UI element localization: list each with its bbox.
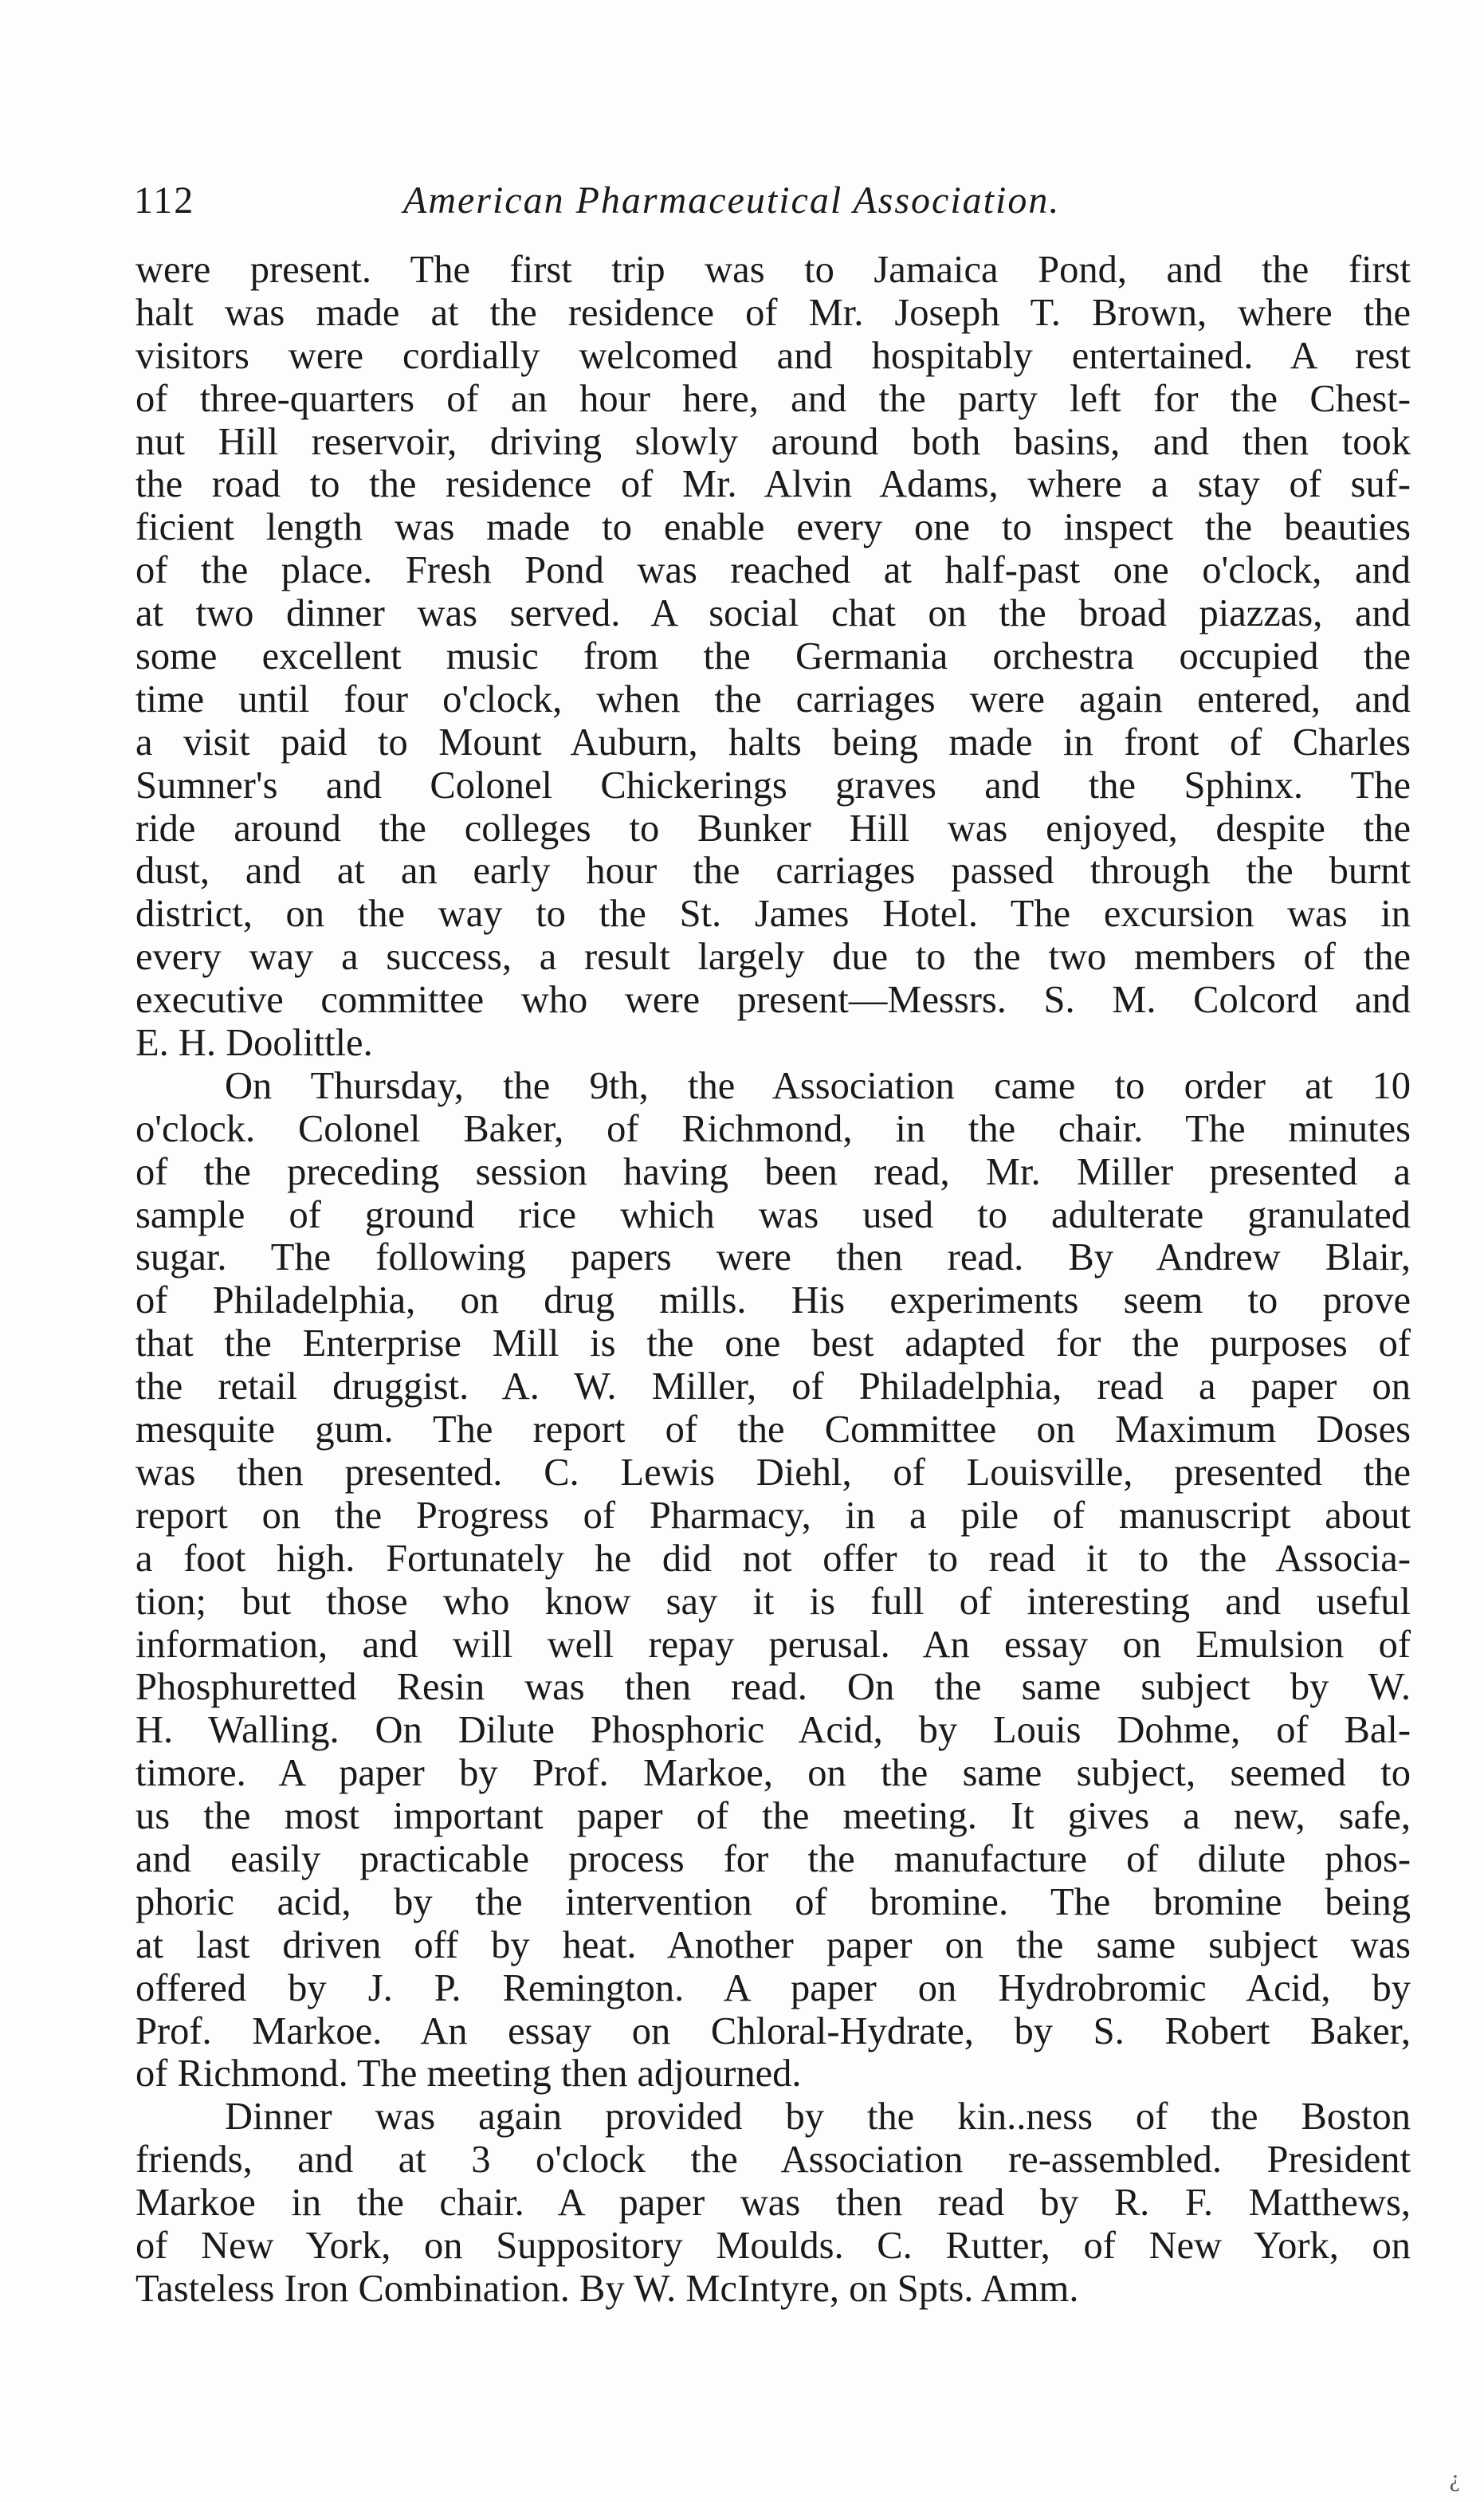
text-line: time until four o'clock, when the carriages were again entered, and xyxy=(135,678,1411,721)
text-line: and easily practicable process for the manufacture of dilute phos- xyxy=(135,1837,1411,1880)
text-line: Tasteless Iron Combination. By W. McIntyre, on Spts. Amm. xyxy=(135,2267,1079,2310)
text-line: us the most important paper of the meeting. It gives a new, safe, xyxy=(135,1795,1411,1838)
text-line: H. Walling. On Dilute Phosphoric Acid, by Louis Dohme, of Bal- xyxy=(135,1709,1411,1752)
text-line: of Philadelphia, on drug mills. His experiments seem to prove xyxy=(135,1279,1411,1322)
text-line: Phosphuretted Resin was then read. On the same subject by W. xyxy=(135,1666,1411,1709)
text-line: offered by J. P. Remington. A paper on Hydrobromic Acid, by xyxy=(135,1966,1411,2009)
text-line: a foot high. Fortunately he did not offer to read it to the Associa- xyxy=(135,1537,1411,1580)
text-line: sugar. The following papers were then read. By Andrew Blair, xyxy=(135,1236,1411,1279)
page-corner-mark: ¿ xyxy=(1449,2465,1460,2492)
text-line: that the Enterprise Mill is the one best adapted for the purposes of xyxy=(135,1322,1411,1365)
text-line: some excellent music from the Germania orchestra occupied the xyxy=(135,635,1411,678)
text-line: phoric acid, by the intervention of bromine. The bromine being xyxy=(135,1880,1411,1923)
text-line: Prof. Markoe. An essay on Chloral-Hydrate, by S. Robert Baker, xyxy=(135,2009,1411,2052)
text-line: district, on the way to the St. James Hotel. The excursion was in xyxy=(135,893,1411,936)
text-line: were present. The first trip was to Jamaica Pond, and the first xyxy=(135,249,1411,291)
text-line: at last driven off by heat. Another paper on the same subject was xyxy=(135,1923,1411,1966)
text-line: the road to the residence of Mr. Alvin Adams, where a stay of suf- xyxy=(135,463,1411,506)
text-line: ficient length was made to enable every one to inspect the beauties xyxy=(135,506,1411,549)
text-line: of the preceding session having been read, Mr. Miller presented a xyxy=(135,1150,1411,1193)
text-line: Markoe in the chair. A paper was then read by R. F. Matthews, xyxy=(135,2182,1411,2225)
text-line: dust, and at an early hour the carriages passed through the burnt xyxy=(135,850,1411,893)
running-head: American Pharmaceutical Association. xyxy=(403,179,1061,222)
text-line: sample of ground rice which was used to adulterate granulated xyxy=(135,1193,1411,1236)
text-line: of Richmond. The meeting then adjourned. xyxy=(135,2052,802,2095)
paragraph xyxy=(135,2095,1411,2310)
text-line: Dinner was again provided by the kin..ness of the Boston xyxy=(225,2095,1411,2139)
text-line: timore. A paper by Prof. Markoe, on the same subject, seemed to xyxy=(135,1752,1411,1795)
text-line: of the place. Fresh Pond was reached at half-past one o'clock, and xyxy=(135,549,1411,592)
text-line: halt was made at the residence of Mr. Joseph T. Brown, where the xyxy=(135,291,1411,334)
text-line: of New York, on Suppository Moulds. C. Rutter, of New York, on xyxy=(135,2224,1411,2267)
page-number: 112 xyxy=(134,179,195,222)
text-line: a visit paid to Mount Auburn, halts being made in front of Charles xyxy=(135,721,1411,764)
text-line: On Thursday, the 9th, the Association came to order at 10 xyxy=(225,1064,1411,1107)
text-line: nut Hill reservoir, driving slowly around both basins, and then took xyxy=(135,420,1411,463)
text-line: mesquite gum. The report of the Committee on Maximum Doses xyxy=(135,1408,1411,1451)
text-line: ride around the colleges to Bunker Hill was enjoyed, despite the xyxy=(135,807,1411,850)
text-line: report on the Progress of Pharmacy, in a pile of manuscript about xyxy=(135,1494,1411,1537)
text-line: o'clock. Colonel Baker, of Richmond, in the chair. The minutes xyxy=(135,1107,1411,1150)
text-line: tion; but those who know say it is full of interesting and useful xyxy=(135,1580,1411,1623)
text-line: executive committee who were present—Messrs. S. M. Colcord and xyxy=(135,979,1411,1022)
text-line: every way a success, a result largely due to the two members of the xyxy=(135,936,1411,979)
text-line: of three-quarters of an hour here, and the party left for the Chest- xyxy=(135,377,1411,420)
text-line: visitors were cordially welcomed and hospitably entertained. A rest xyxy=(135,334,1411,377)
text-line: the retail druggist. A. W. Miller, of Philadelphia, read a paper on xyxy=(135,1365,1411,1408)
paragraph xyxy=(135,249,1411,1065)
body-text xyxy=(135,249,1411,2311)
text-line: information, and will well repay perusal. An essay on Emulsion of xyxy=(135,1623,1411,1666)
text-line: E. H. Doolittle. xyxy=(135,1022,373,1065)
paragraph xyxy=(135,1065,1411,2095)
text-line: friends, and at 3 o'clock the Association re-assembled. President xyxy=(135,2139,1411,2182)
text-line: at two dinner was served. A social chat on the broad piazzas, and xyxy=(135,592,1411,635)
text-line: Sumner's and Colonel Chickerings graves and the Sphinx. The xyxy=(135,764,1411,807)
text-line: was then presented. C. Lewis Diehl, of Louisville, presented the xyxy=(135,1451,1411,1494)
